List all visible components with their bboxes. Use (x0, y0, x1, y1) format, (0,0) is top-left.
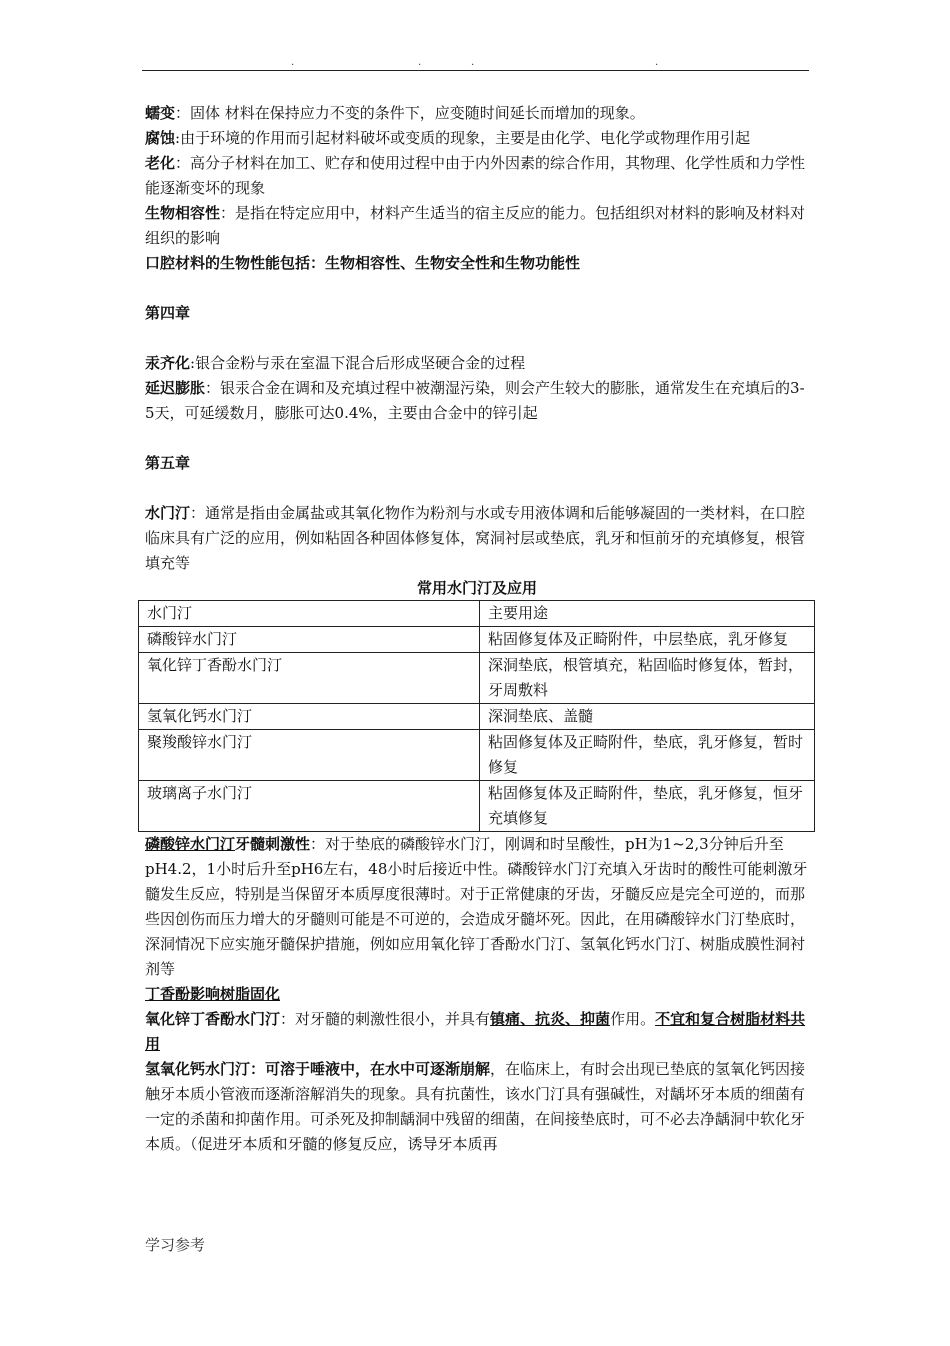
definition-term: 生物相容性 (145, 204, 221, 222)
table-header-cell: 水门汀 (139, 601, 480, 627)
table-cell: 氢氧化钙水门汀 (139, 704, 480, 730)
definition-text: 通常是指由金属盐或其氧化物作为粉剂与水或专用液体调和后能够凝固的一类材料，在口腔临床具有广泛的应用，例如粘固各种固体修复体，窝洞衬层或垫底，乳牙和恒前牙的充填修复，根管填充等 (145, 504, 806, 572)
document-body (145, 101, 809, 1157)
table-row (139, 730, 815, 781)
definition-amalgamation (145, 351, 809, 376)
footer-label: 学习参考 (145, 1236, 206, 1254)
emphasis-text: 可溶于唾液中，在水中可逐渐崩解 (265, 1060, 491, 1078)
definition-separator: ： (310, 835, 326, 853)
table-cell: 深洞垫底、盖髓 (480, 704, 815, 730)
emphasis-text: 镇痛、抗炎、抑菌 (490, 1010, 611, 1028)
definition-separator: ： (250, 1060, 266, 1078)
table-row (139, 781, 815, 832)
definition-text: 作用。 (610, 1010, 656, 1028)
definition-separator: : (190, 354, 196, 372)
definition-separator: ： (280, 1010, 296, 1028)
definition-separator: ： (190, 504, 206, 522)
table-cell: 粘固修复体及正畸附件，垫底，乳牙修复，恒牙充填修复 (480, 781, 815, 832)
definition-term: 汞齐化 (145, 354, 191, 372)
definition-text: 高分子材料在加工、贮存和使用过程中由于内外因素的综合作用，其物理、化学性质和力学性能逐渐变坏的现象 (145, 154, 806, 197)
definition-text: 固体 材料在保持应力不变的条件下，应变随时间延长而增加的现象。 (190, 104, 645, 122)
table-cell: 氧化锌丁香酚水门汀 (139, 653, 480, 704)
warning-text: 不宜和复合树脂材料共用 (145, 1010, 806, 1053)
definition-aging (145, 151, 809, 201)
definition-text: 对于垫底的磷酸锌水门汀，刚调和时呈酸性，pH为1~2,3分钟后升至pH4.2，1小时后升至pH6左右，48小时后接近中性。磷酸锌水门汀充填入牙齿时的酸性可能刺激牙髓发生反应，特别是当保留牙本质厚度很薄时。对于正常健康的牙齿，牙髓反应是完全可逆的，而那些因创伤而压力增大的牙髓则可能是不可逆的，会造成牙髓坏死。因此，在用磷酸锌水门汀垫底时，深洞情况下应实施牙髓保护措施，例如应用氧化锌丁香酚水门汀、氢氧化钙水门汀、树脂成膜性洞衬剂等 (145, 835, 808, 978)
biological-properties-line: 口腔材料的生物性能包括：生物相容性、生物安全性和生物功能性 (145, 254, 581, 272)
table-cell: 粘固修复体及正畸附件，中层垫底，乳牙修复 (480, 627, 815, 653)
table-row (139, 704, 815, 730)
definition-corrosion (145, 126, 809, 151)
definition-separator: ： (175, 154, 191, 172)
header-dot: . (291, 57, 295, 68)
table-row (139, 653, 815, 704)
table-header-cell: 主要用途 (480, 601, 815, 627)
cement-table (138, 600, 815, 832)
definition-text: 由于环境的作用而引起材料破坏或变质的现象，主要是由化学、电化学或物理作用引起 (180, 129, 751, 147)
definition-term: 老化 (145, 154, 176, 172)
definition-text: 银汞合金在调和及充填过程中被潮湿污染，则会产生较大的膨胀，通常发生在充填后的3-5天，可延缓数月，膨胀可达0.4%，主要由合金中的锌引起 (145, 379, 805, 422)
definition-creep (145, 101, 809, 126)
definition-text: ，在临床上，有时会出现已垫底的氢氧化钙因接触牙本质小管液而逐渐溶解消失的现象。具有抗菌性，该水门汀具有强碱性，对龋坏牙本质的细菌有一定的杀菌和抑菌作用。可杀死及抑制龋洞中残留的细菌，在间接垫底时，可不必去净龋洞中软化牙本质。（促进牙本质和牙髓的修复反应，诱导牙本质再 (145, 1060, 806, 1153)
chapter-heading: 第五章 (145, 454, 191, 472)
definition-term: 磷酸锌水门汀 (145, 835, 236, 853)
definition-term: 蠕变 (145, 104, 176, 122)
definition-term: 腐蚀 (145, 129, 176, 147)
zoe-paragraph (145, 1007, 809, 1057)
table-caption: 常用水门汀及应用 (416, 579, 537, 597)
definition-delayed-expansion (145, 376, 809, 426)
definition-separator: : (175, 129, 181, 147)
definition-separator: ： (205, 379, 221, 397)
definition-separator: ： (220, 204, 236, 222)
table-cell: 聚羧酸锌水门汀 (139, 730, 480, 781)
chapter-heading: 第四章 (145, 304, 191, 322)
header-dot: . (418, 57, 422, 68)
header-dot: . (471, 57, 475, 68)
definition-text: 对牙髓的刺激性很小，并具有 (295, 1010, 491, 1028)
definition-text: 银合金粉与汞在室温下混合后形成坚硬合金的过程 (195, 354, 526, 372)
table-cell: 深洞垫底，根管填充，粘固临时修复体，暂封，牙周敷料 (480, 653, 815, 704)
definition-term: 延迟膨胀 (145, 379, 206, 397)
table-row (139, 627, 815, 653)
definition-cement (145, 501, 809, 576)
eugenol-note: 丁香酚影响树脂固化 (145, 985, 281, 1003)
table-cell: 玻璃离子水门汀 (139, 781, 480, 832)
table-cell: 磷酸锌水门汀 (139, 627, 480, 653)
definition-term: 牙髓刺激性 (235, 835, 311, 853)
definition-term: 水门汀 (145, 504, 191, 522)
zinc-phosphate-paragraph (145, 832, 809, 982)
caoh-paragraph (145, 1057, 809, 1157)
definition-separator: ： (175, 104, 191, 122)
definition-term: 氧化锌丁香酚水门汀 (145, 1010, 281, 1028)
header-dot: . (655, 57, 659, 68)
header-rule (142, 70, 809, 71)
definition-biocompatibility (145, 201, 809, 251)
definition-text: 是指在特定应用中，材料产生适当的宿主反应的能力。包括组织对材料的影响及材料对组织的影响 (145, 204, 806, 247)
definition-term: 氢氧化钙水门汀 (145, 1060, 251, 1078)
table-cell: 粘固修复体及正畸附件，垫底，乳牙修复，暂时修复 (480, 730, 815, 781)
table-header-row (139, 601, 815, 627)
